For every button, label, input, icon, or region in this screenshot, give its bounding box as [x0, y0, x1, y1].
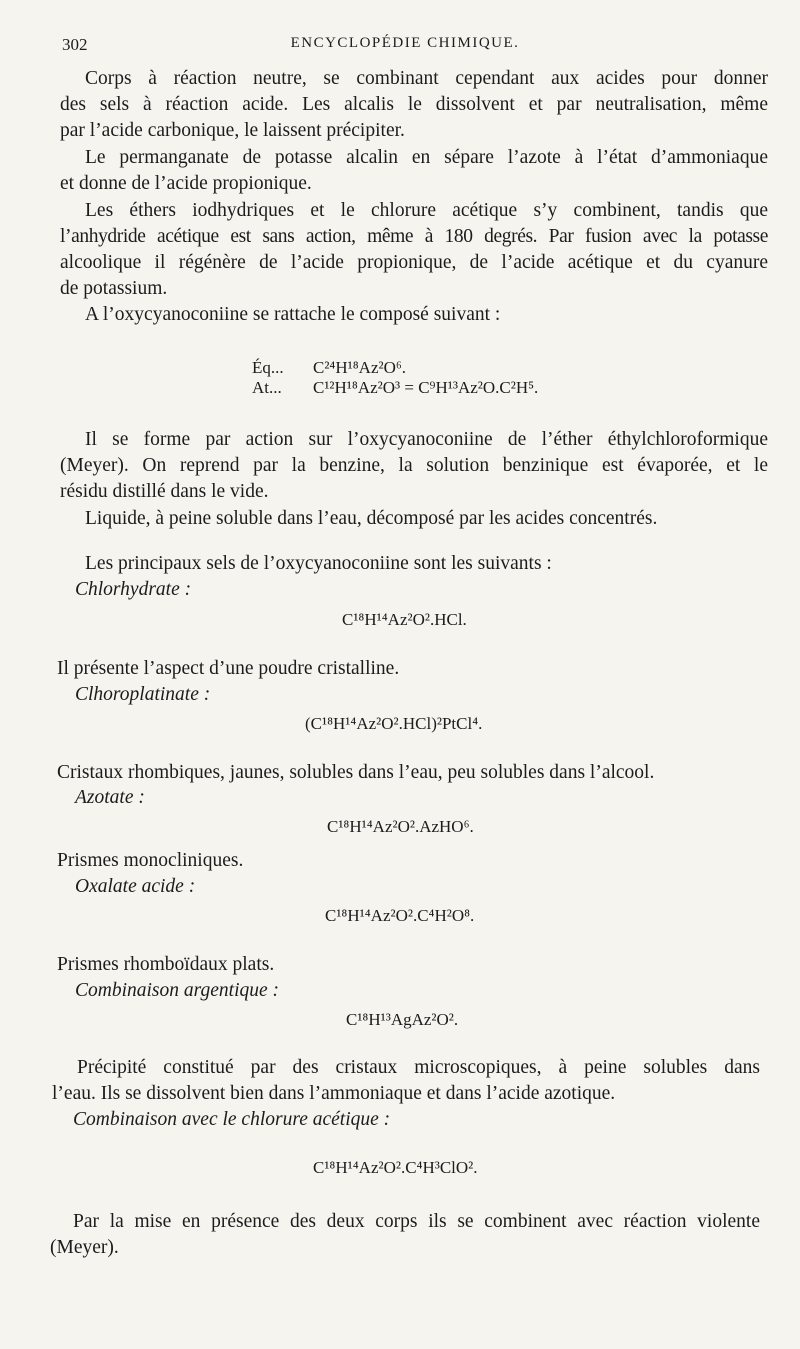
- text-line: Les éthers iodhydriques et le chlorure acétique s’y combinent, tandis que: [85, 200, 768, 221]
- formula-label: Éq...: [252, 358, 284, 377]
- text-line: et donne de l’acide propionique.: [60, 173, 312, 194]
- text-line: des sels à réaction acide. Les alcalis le dissolvent et par neutralisation, même: [60, 94, 768, 115]
- text-line: Liquide, à peine soluble dans l’eau, décomposé par les acides concentrés.: [85, 508, 658, 529]
- formula: C²⁴H¹⁸Az²O⁶.: [313, 358, 407, 377]
- text-line: Cristaux rhombiques, jaunes, solubles dans l’eau, peu solubles dans l’alcool.: [57, 762, 655, 783]
- section-heading: Combinaison argentique :: [75, 980, 280, 1001]
- text-line: alcoolique il régénère de l’acide propionique, de l’acide acétique et du cyanure: [60, 252, 768, 273]
- section-heading: Azotate :: [75, 787, 145, 808]
- section-heading: Chlorhydrate :: [75, 579, 192, 600]
- text-line: Précipité constitué par des cristaux microscopiques, à peine solubles dans: [77, 1057, 760, 1078]
- text-line: Par la mise en présence des deux corps ils se combinent avec réaction violente: [73, 1211, 760, 1232]
- running-title: ENCYCLOPÉDIE CHIMIQUE.: [290, 35, 520, 51]
- page-header: [60, 35, 750, 57]
- text-line: Prismes rhomboïdaux plats.: [57, 954, 275, 975]
- text-line: par l’acide carbonique, le laissent précipiter.: [60, 120, 405, 141]
- section-heading: Oxalate acide :: [75, 876, 196, 897]
- text-line: (Meyer).: [50, 1237, 119, 1258]
- text-line: (Meyer). On reprend par la benzine, la solution benzinique est évaporée, et le: [60, 455, 768, 476]
- formula: C¹⁸H¹⁴Az²O².HCl.: [342, 610, 467, 629]
- formula: C¹⁸H¹⁴Az²O².AzHO⁶.: [327, 817, 474, 836]
- text-line: Le permanganate de potasse alcalin en sépare l’azote à l’état d’ammoniaque: [85, 147, 768, 168]
- text-line: Il présente l’aspect d’une poudre cristalline.: [57, 658, 400, 679]
- section-heading: Combinaison avec le chlorure acétique :: [73, 1109, 391, 1130]
- text-line: Corps à réaction neutre, se combinant cependant aux acides pour donner: [85, 68, 768, 89]
- formula: C¹²H¹⁸Az²O³ = C⁹H¹³Az²O.C²H⁵.: [313, 378, 539, 397]
- formula: (C¹⁸H¹⁴Az²O².HCl)²PtCl⁴.: [305, 714, 483, 733]
- text-line: de potassium.: [60, 278, 168, 299]
- formula: C¹⁸H¹⁴Az²O².C⁴H³ClO².: [313, 1158, 478, 1177]
- formula: C¹⁸H¹³AgAz²O².: [346, 1010, 459, 1029]
- page-number: 302: [62, 35, 88, 54]
- text-line: l’anhydride acétique est sans action, même à 180 degrés. Par fusion avec la potasse: [60, 226, 768, 247]
- text-line: Il se forme par action sur l’oxycyanoconiine de l’éther éthylchloroformique: [85, 429, 768, 450]
- section-heading: Clhoroplatinate :: [75, 684, 211, 705]
- text-line: Les principaux sels de l’oxycyanoconiine sont les suivants :: [85, 553, 552, 574]
- text-line: Prismes monocliniques.: [57, 850, 244, 871]
- text-line: l’eau. Ils se dissolvent bien dans l’ammoniaque et dans l’acide azotique.: [52, 1083, 616, 1104]
- text-line: résidu distillé dans le vide.: [60, 481, 269, 502]
- text-line: A l’oxycyanoconiine se rattache le composé suivant :: [85, 304, 501, 325]
- formula-label: At...: [252, 378, 282, 397]
- formula: C¹⁸H¹⁴Az²O².C⁴H²O⁸.: [325, 906, 475, 925]
